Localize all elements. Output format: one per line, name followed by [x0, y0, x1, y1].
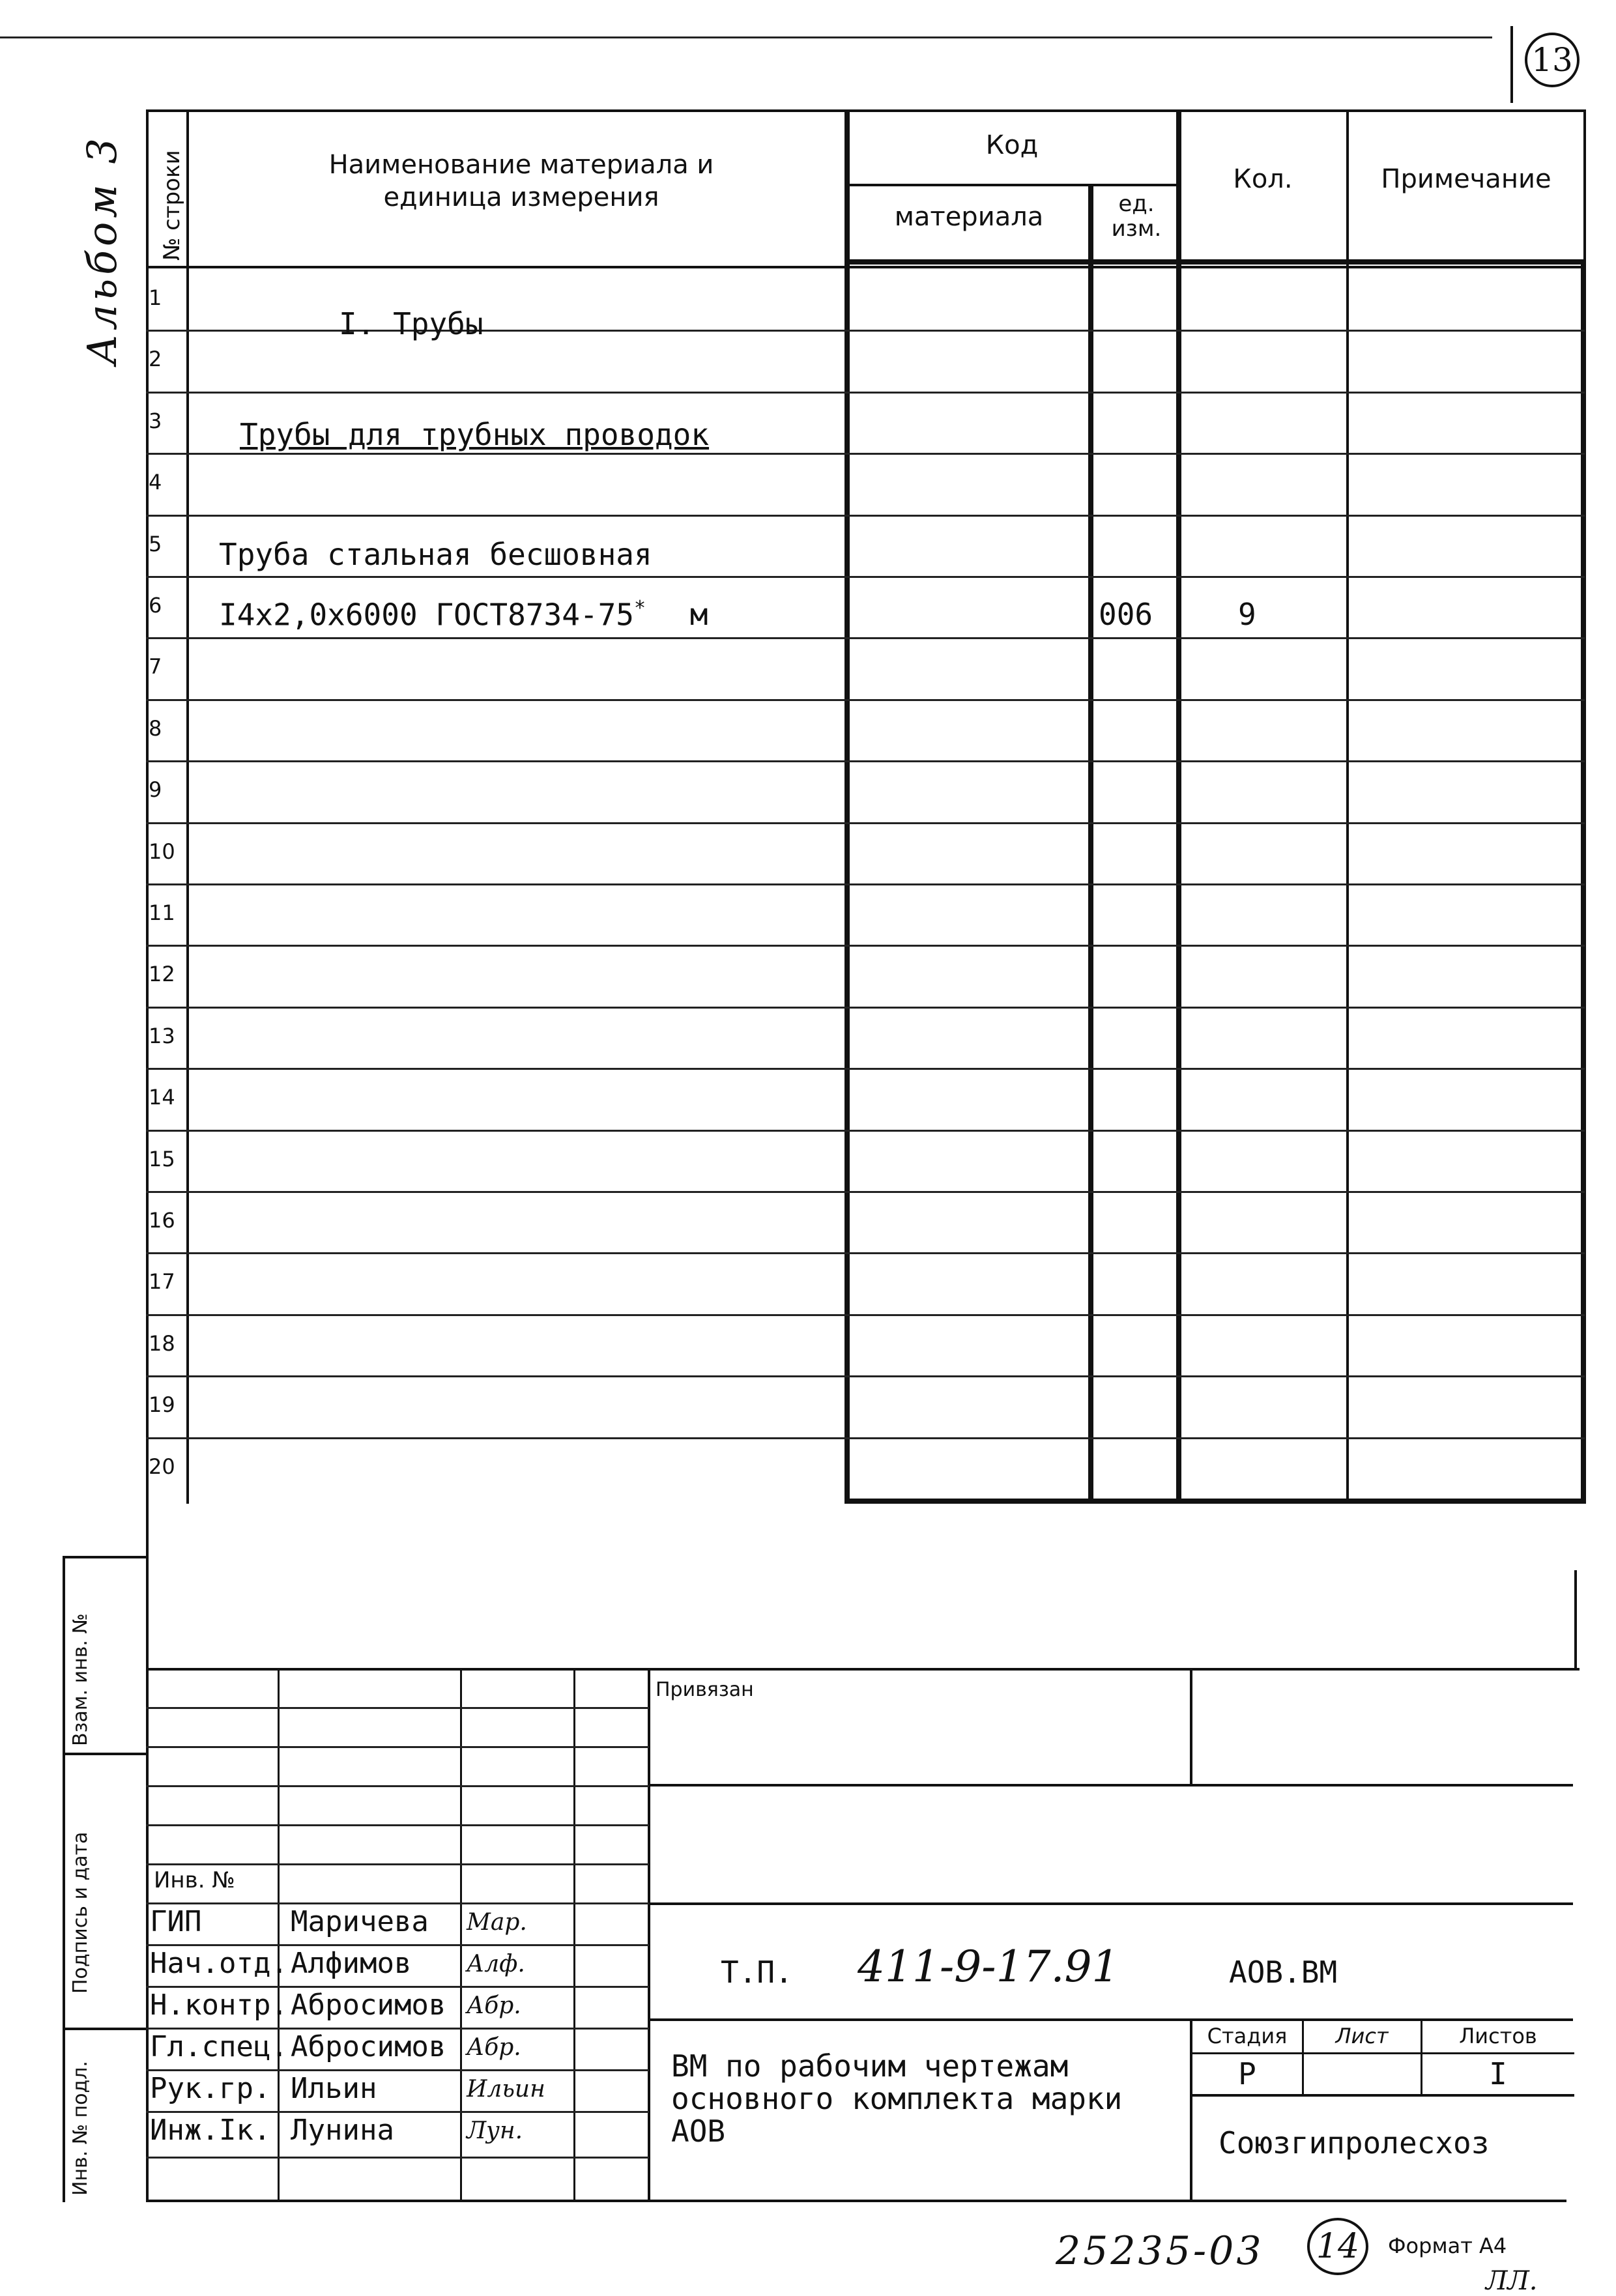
- header-note: Примечание: [1381, 164, 1551, 194]
- staff-row-divider: [146, 1944, 649, 1946]
- page-number-circle: 14: [1307, 2218, 1368, 2275]
- item-unit-code: 006: [1099, 597, 1153, 632]
- item-unit: м: [689, 597, 708, 633]
- staff-row-divider: [146, 1824, 649, 1826]
- row-divider: [146, 1068, 1585, 1070]
- bold-bottom: [844, 1499, 1585, 1504]
- row-divider: [146, 1252, 1585, 1254]
- header-name: Наименование материала и единица измерения: [328, 150, 714, 212]
- row-number: 10: [149, 839, 175, 864]
- staff-role: Гл.спец.: [150, 2030, 288, 2063]
- sheet-label: Лист: [1335, 2024, 1389, 2048]
- code-left-border: [844, 109, 850, 1504]
- staff-row-divider: [146, 1986, 649, 1988]
- staff-role: ГИП: [150, 1905, 202, 1938]
- staff-col-2: [460, 1668, 462, 2202]
- staff-name: Алфимов: [291, 1947, 412, 1980]
- top-rule: [0, 36, 1492, 38]
- row-number: 9: [149, 777, 162, 802]
- stage-label: Стадия: [1207, 2024, 1288, 2048]
- stamp-div-2: [63, 2028, 147, 2030]
- tb-privyazan-bottom: [648, 1784, 1573, 1787]
- item-line-2: [219, 597, 708, 632]
- qty-right-border: [1346, 109, 1349, 1504]
- stamp-left: [63, 1557, 65, 2202]
- header-bottom: [146, 266, 1585, 268]
- album-label: Альбом 3: [78, 134, 126, 365]
- staff-role: Инж.Iк.: [150, 2114, 271, 2147]
- staff-signature: Лун.: [467, 2117, 523, 2144]
- row-number: 13: [149, 1024, 175, 1048]
- row-divider: [146, 1375, 1585, 1377]
- initials: ЛЛ.: [1486, 2266, 1538, 2296]
- staff-signature: Абр.: [467, 1992, 521, 2019]
- header-qty: Кол.: [1233, 164, 1293, 194]
- subsection-title: Трубы для трубных проводок: [240, 417, 710, 452]
- sheet-number-circle: 13: [1525, 33, 1580, 87]
- sheets-label: Листов: [1459, 2024, 1537, 2048]
- tb-stage-value-line: [1190, 2094, 1574, 2097]
- staff-col-1: [278, 1668, 280, 2202]
- staff-row-divider: [146, 1902, 649, 1904]
- row-number: 17: [149, 1269, 175, 1294]
- item-spec-asterisk: *: [633, 597, 646, 620]
- row-divider: [146, 515, 1585, 517]
- tb-project-bottom: [648, 2018, 1573, 2021]
- row-number: 1: [149, 285, 162, 310]
- row-number: 16: [149, 1208, 175, 1233]
- row-divider: [146, 1314, 1585, 1316]
- code-right-border: [1176, 109, 1181, 1504]
- stamp-div-1: [63, 1753, 147, 1755]
- row-divider: [146, 1437, 1585, 1439]
- row-divider: [146, 699, 1585, 701]
- top-corner-mark: [1510, 26, 1513, 103]
- item-qty: 9: [1238, 597, 1256, 632]
- project-number: 411-9-17.91: [858, 1942, 1119, 1992]
- header-code-material: материала: [894, 202, 1044, 232]
- row-divider: [146, 883, 1585, 885]
- code-mid-border: [1088, 184, 1093, 1504]
- tb-top: [146, 1668, 1580, 1671]
- frame-top: [146, 109, 1585, 112]
- section-title: I. Трубы: [339, 306, 483, 341]
- format-label: Формат А4: [1388, 2233, 1507, 2258]
- staff-row-divider: [146, 2111, 649, 2113]
- project-mark: АОВ.ВМ: [1229, 1955, 1338, 1990]
- staff-name: Абросимов: [291, 2030, 446, 2063]
- row-number: 4: [149, 470, 162, 495]
- row-number: 15: [149, 1147, 175, 1171]
- row-divider: [146, 576, 1585, 578]
- row-divider: [146, 392, 1585, 394]
- row-number: 7: [149, 654, 162, 679]
- staff-row-divider: [146, 1863, 649, 1865]
- staff-role: Нач.отд.: [150, 1947, 288, 1980]
- staff-signature: Абр.: [467, 2034, 521, 2061]
- staff-row-divider: [146, 1746, 649, 1748]
- staff-role: Рук.гр.: [150, 2072, 271, 2105]
- staff-row-divider: [146, 2069, 649, 2071]
- row-number: 14: [149, 1085, 175, 1110]
- staff-signature: Ильин: [467, 2076, 545, 2102]
- rowno-divider: [186, 109, 189, 1504]
- tb-privyazan-divider: [1190, 1668, 1192, 1785]
- staff-name: Ильин: [291, 2072, 377, 2105]
- row-number: 3: [149, 409, 162, 433]
- row-number: 20: [149, 1454, 175, 1479]
- staff-col-3: [573, 1668, 575, 2202]
- staff-row-divider: [146, 1785, 649, 1787]
- stamp-top: [63, 1556, 147, 1558]
- row-divider: [146, 945, 1585, 947]
- row-number: 2: [149, 347, 162, 371]
- row-divider: [146, 1191, 1585, 1193]
- staff-signature: Алф.: [467, 1951, 525, 1977]
- frame-bottom: [146, 2200, 1566, 2202]
- stamp-podpis-data: Подпись и дата: [69, 1831, 92, 1994]
- item-line-1: Труба стальная бесшовная: [219, 537, 652, 572]
- item-spec: I4x2,0x6000 ГОСТ8734-75: [219, 597, 634, 633]
- organization: Союзгипролесхоз: [1219, 2125, 1490, 2160]
- archive-number: 25235-03: [1056, 2228, 1264, 2274]
- header-code: Код: [985, 130, 1039, 160]
- row-number: 8: [149, 716, 162, 741]
- header-row-no: № строки: [159, 150, 185, 261]
- tb-stage-label-line: [1190, 2052, 1574, 2054]
- row-divider: [146, 760, 1585, 762]
- staff-row-divider: [146, 2028, 649, 2030]
- row-number: 19: [149, 1392, 175, 1417]
- row-divider: [146, 453, 1585, 455]
- tb-main-divider: [648, 1668, 650, 2202]
- staff-name: Лунина: [291, 2114, 394, 2147]
- bold-top: [844, 259, 1585, 265]
- row-number: 5: [149, 532, 162, 556]
- row-divider: [146, 1007, 1585, 1009]
- staff-signature: Мар.: [467, 1909, 527, 1936]
- header-code-unit: ед. изм.: [1111, 191, 1162, 242]
- doc-title: ВМ по рабочим чертежам основного комплекта марки АОВ: [671, 2048, 1123, 2149]
- staff-name: Маричева: [291, 1905, 429, 1938]
- note-right-bold: [1581, 261, 1586, 1499]
- sheets-value: I: [1489, 2056, 1507, 2091]
- row-number: 12: [149, 962, 175, 986]
- row-divider: [146, 822, 1585, 824]
- row-divider: [146, 637, 1585, 639]
- tb-project-top: [648, 1902, 1573, 1905]
- stage-value: Р: [1238, 2056, 1256, 2091]
- stamp-inv-podl: Инв. № подл.: [69, 2061, 92, 2196]
- row-number: 18: [149, 1331, 175, 1356]
- row-number: 11: [149, 900, 175, 925]
- project-prefix: Т.П.: [721, 1955, 793, 1990]
- tb-right-top: [1574, 1570, 1577, 1668]
- staff-row-divider: [146, 2157, 649, 2159]
- staff-row-divider: [146, 1707, 649, 1709]
- row-number: 6: [149, 593, 162, 618]
- privyazan-label: Привязан: [656, 1678, 754, 1701]
- inv-no-label: Инв. №: [154, 1867, 235, 1893]
- stamp-vzam-inv: Взам. инв. №: [69, 1613, 92, 1746]
- row-divider: [146, 1130, 1585, 1132]
- staff-name: Абросимов: [291, 1988, 446, 2022]
- staff-role: Н.контр.: [150, 1988, 288, 2022]
